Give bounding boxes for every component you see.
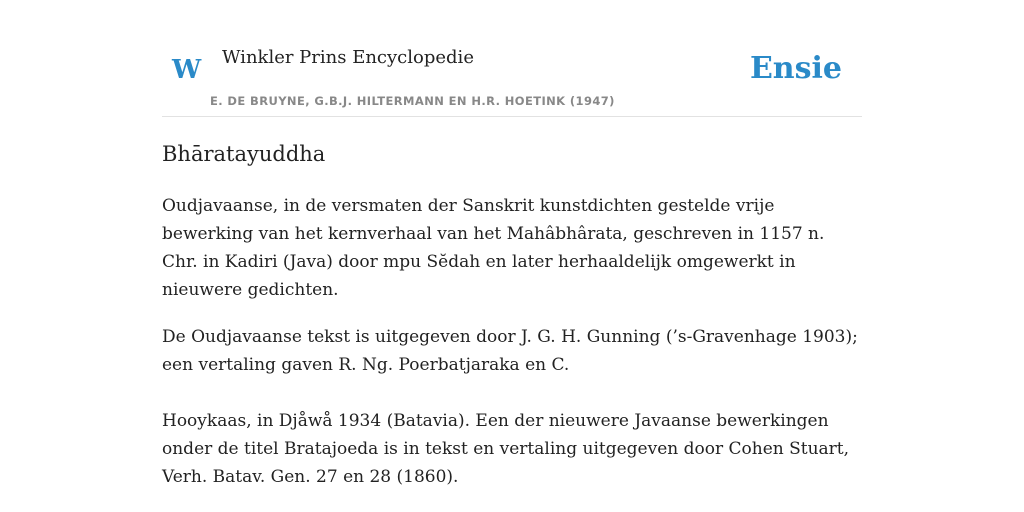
source-authors: E. DE BRUYNE, G.B.J. HILTERMANN EN H.R. HOETINK (1947) xyxy=(210,94,615,108)
site-title[interactable]: Winkler Prins Encyclopedie xyxy=(222,47,474,68)
article-paragraph: Oudjavaanse, in de versmaten der Sanskrit kunstdichten gestelde vrije bewerking van het kernverhaal van het Mahâbhârata, geschreven in 1157 n. Chr. in Kadiri (Java) door mpu Sĕdah en later herhaaldelijk omgewerkt in nieuwere gedichten. xyxy=(162,196,825,300)
article-title: Bhāratayuddha xyxy=(162,142,326,166)
ensie-brand-logo[interactable]: Ensie xyxy=(749,51,842,86)
article xyxy=(162,136,862,491)
winkler-prins-logo[interactable]: W xyxy=(172,55,202,85)
site-header xyxy=(162,0,862,117)
article-paragraph: Hooykaas, in Djåwå 1934 (Batavia). Een der nieuwere Javaanse bewerkingen onder de titel Bratajoeda is in tekst en vertaling uitgegeven door Cohen Stuart, Verh. Batav. Gen. 27 en 28 (1860). xyxy=(162,411,850,487)
article-paragraph: De Oudjavaanse tekst is uitgegeven door J. G. H. Gunning (’s-Gravenhage 1903); een vertaling gaven R. Ng. Poerbatjaraka en C. xyxy=(162,327,858,375)
